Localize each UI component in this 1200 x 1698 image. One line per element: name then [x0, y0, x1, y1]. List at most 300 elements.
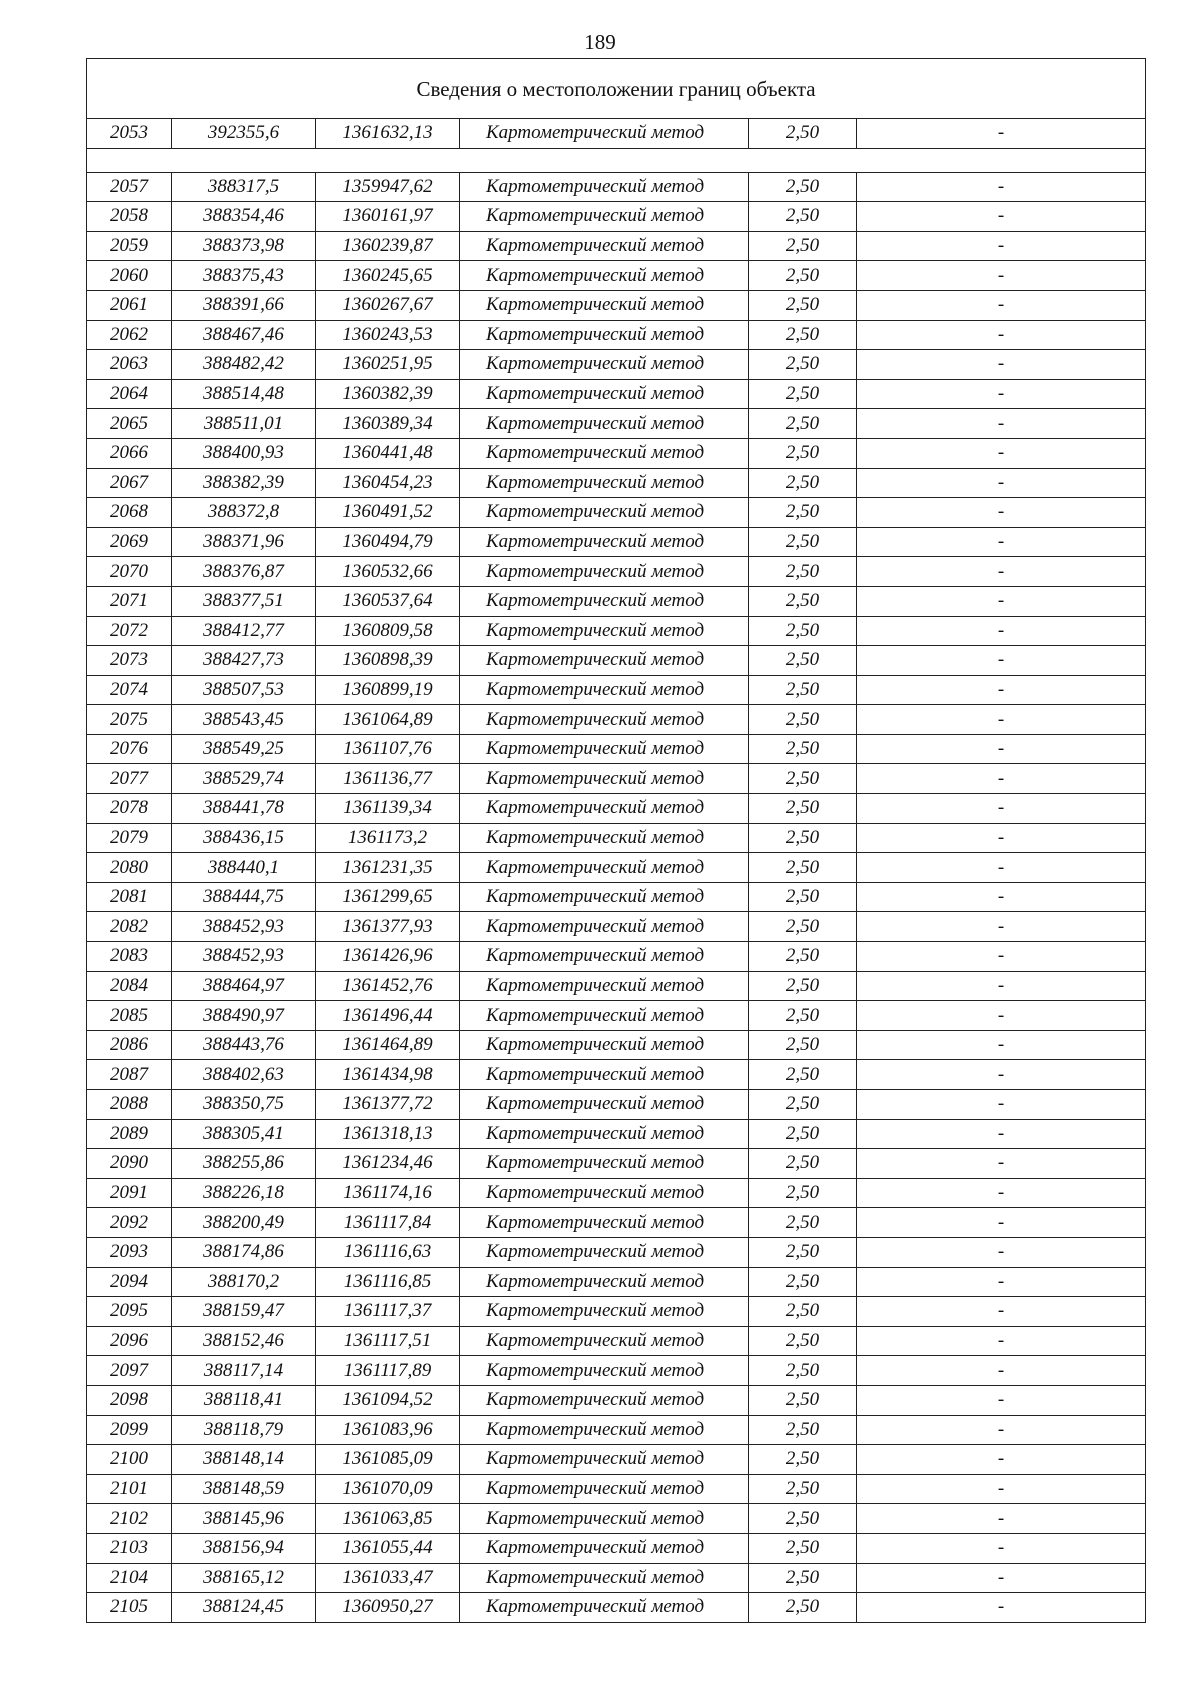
table-row — [87, 231, 1146, 261]
y-coordinate-cell: 1361496,44 — [316, 1001, 460, 1031]
note-cell: - — [857, 379, 1146, 409]
note-cell: - — [857, 942, 1146, 972]
table-row — [87, 734, 1146, 764]
table-row — [87, 705, 1146, 735]
point-number-cell: 2068 — [87, 498, 172, 528]
method-cell: Картометрический метод — [460, 202, 749, 232]
table-row — [87, 1208, 1146, 1238]
accuracy-cell: 2,50 — [749, 586, 857, 616]
x-coordinate-cell: 388440,1 — [172, 853, 316, 883]
y-coordinate-cell: 1360245,65 — [316, 261, 460, 291]
y-coordinate-cell: 1361139,34 — [316, 794, 460, 824]
accuracy-cell: 2,50 — [749, 320, 857, 350]
accuracy-cell: 2,50 — [749, 379, 857, 409]
table-row — [87, 1090, 1146, 1120]
accuracy-cell: 2,50 — [749, 1060, 857, 1090]
table-row — [87, 616, 1146, 646]
accuracy-cell: 2,50 — [749, 1149, 857, 1179]
y-coordinate-cell: 1361064,89 — [316, 705, 460, 735]
note-cell: - — [857, 734, 1146, 764]
table-row — [87, 1356, 1146, 1386]
note-cell: - — [857, 1445, 1146, 1475]
method-cell: Картометрический метод — [460, 409, 749, 439]
point-number-cell: 2077 — [87, 764, 172, 794]
point-number-cell: 2059 — [87, 231, 172, 261]
x-coordinate-cell: 388371,96 — [172, 527, 316, 557]
accuracy-cell: 2,50 — [749, 290, 857, 320]
x-coordinate-cell: 388159,47 — [172, 1297, 316, 1327]
x-coordinate-cell: 388372,8 — [172, 498, 316, 528]
accuracy-cell: 2,50 — [749, 1385, 857, 1415]
point-number-cell: 2095 — [87, 1297, 172, 1327]
method-cell: Картометрический метод — [460, 764, 749, 794]
method-cell: Картометрический метод — [460, 438, 749, 468]
method-cell: Картометрический метод — [460, 1356, 749, 1386]
accuracy-cell: 2,50 — [749, 705, 857, 735]
x-coordinate-cell: 388118,79 — [172, 1415, 316, 1445]
point-number-cell: 2100 — [87, 1445, 172, 1475]
point-number-cell: 2089 — [87, 1119, 172, 1149]
table-row — [87, 794, 1146, 824]
point-number-cell: 2081 — [87, 882, 172, 912]
accuracy-cell: 2,50 — [749, 794, 857, 824]
note-cell: - — [857, 1533, 1146, 1563]
method-cell: Картометрический метод — [460, 1326, 749, 1356]
note-cell: - — [857, 1415, 1146, 1445]
x-coordinate-cell: 388373,98 — [172, 231, 316, 261]
method-cell: Картометрический метод — [460, 379, 749, 409]
y-coordinate-cell: 1361070,09 — [316, 1474, 460, 1504]
y-coordinate-cell: 1361107,76 — [316, 734, 460, 764]
x-coordinate-cell: 388145,96 — [172, 1504, 316, 1534]
point-number-cell: 2070 — [87, 557, 172, 587]
point-number-cell: 2083 — [87, 942, 172, 972]
accuracy-cell: 2,50 — [749, 1267, 857, 1297]
y-coordinate-cell: 1360809,58 — [316, 616, 460, 646]
x-coordinate-cell: 388148,59 — [172, 1474, 316, 1504]
y-coordinate-cell: 1360454,23 — [316, 468, 460, 498]
note-cell: - — [857, 498, 1146, 528]
y-coordinate-cell: 1361299,65 — [316, 882, 460, 912]
accuracy-cell: 2,50 — [749, 202, 857, 232]
table-row — [87, 586, 1146, 616]
x-coordinate-cell: 388305,41 — [172, 1119, 316, 1149]
table-row — [87, 1237, 1146, 1267]
method-cell: Картометрический метод — [460, 468, 749, 498]
accuracy-cell: 2,50 — [749, 1563, 857, 1593]
accuracy-cell: 2,50 — [749, 527, 857, 557]
point-number-cell: 2087 — [87, 1060, 172, 1090]
method-cell: Картометрический метод — [460, 853, 749, 883]
point-number-cell: 2060 — [87, 261, 172, 291]
y-coordinate-cell: 1360532,66 — [316, 557, 460, 587]
note-cell: - — [857, 705, 1146, 735]
point-number-cell: 2071 — [87, 586, 172, 616]
y-coordinate-cell: 1361426,96 — [316, 942, 460, 972]
note-cell: - — [857, 202, 1146, 232]
point-number-cell: 2057 — [87, 172, 172, 202]
y-coordinate-cell: 1361377,93 — [316, 912, 460, 942]
table-row — [87, 882, 1146, 912]
note-cell: - — [857, 119, 1146, 149]
table-row — [87, 119, 1146, 149]
method-cell: Картометрический метод — [460, 1385, 749, 1415]
point-number-cell: 2065 — [87, 409, 172, 439]
table-row — [87, 1563, 1146, 1593]
table-row — [87, 971, 1146, 1001]
note-cell: - — [857, 1208, 1146, 1238]
table-row — [87, 1297, 1146, 1327]
y-coordinate-cell: 1360251,95 — [316, 350, 460, 380]
accuracy-cell: 2,50 — [749, 764, 857, 794]
method-cell: Картометрический метод — [460, 705, 749, 735]
accuracy-cell: 2,50 — [749, 557, 857, 587]
y-coordinate-cell: 1361173,2 — [316, 823, 460, 853]
note-cell: - — [857, 1563, 1146, 1593]
x-coordinate-cell: 388549,25 — [172, 734, 316, 764]
table-row — [87, 1001, 1146, 1031]
point-number-cell: 2064 — [87, 379, 172, 409]
accuracy-cell: 2,50 — [749, 734, 857, 764]
table-title: Сведения о местоположении границ объекта — [87, 59, 1146, 119]
table-row — [87, 438, 1146, 468]
table-row — [87, 1445, 1146, 1475]
note-cell: - — [857, 1356, 1146, 1386]
x-coordinate-cell: 388170,2 — [172, 1267, 316, 1297]
point-number-cell: 2097 — [87, 1356, 172, 1386]
table-row — [87, 261, 1146, 291]
table-row — [87, 942, 1146, 972]
note-cell: - — [857, 557, 1146, 587]
y-coordinate-cell: 1359947,62 — [316, 172, 460, 202]
accuracy-cell: 2,50 — [749, 1090, 857, 1120]
point-number-cell: 2086 — [87, 1030, 172, 1060]
accuracy-cell: 2,50 — [749, 350, 857, 380]
table-row — [87, 1119, 1146, 1149]
y-coordinate-cell: 1361085,09 — [316, 1445, 460, 1475]
note-cell: - — [857, 527, 1146, 557]
table-row — [87, 527, 1146, 557]
point-number-cell: 2079 — [87, 823, 172, 853]
x-coordinate-cell: 388464,97 — [172, 971, 316, 1001]
point-number-cell: 2066 — [87, 438, 172, 468]
method-cell: Картометрический метод — [460, 1208, 749, 1238]
note-cell: - — [857, 675, 1146, 705]
method-cell: Картометрический метод — [460, 823, 749, 853]
y-coordinate-cell: 1360243,53 — [316, 320, 460, 350]
table-row — [87, 912, 1146, 942]
table-row — [87, 1504, 1146, 1534]
x-coordinate-cell: 388529,74 — [172, 764, 316, 794]
accuracy-cell: 2,50 — [749, 468, 857, 498]
table-row — [87, 675, 1146, 705]
accuracy-cell: 2,50 — [749, 942, 857, 972]
table-row — [87, 1474, 1146, 1504]
y-coordinate-cell: 1360898,39 — [316, 646, 460, 676]
point-number-cell: 2098 — [87, 1385, 172, 1415]
accuracy-cell: 2,50 — [749, 1504, 857, 1534]
note-cell: - — [857, 468, 1146, 498]
point-number-cell: 2102 — [87, 1504, 172, 1534]
table-row — [87, 1326, 1146, 1356]
x-coordinate-cell: 388165,12 — [172, 1563, 316, 1593]
accuracy-cell: 2,50 — [749, 882, 857, 912]
point-number-cell: 2073 — [87, 646, 172, 676]
x-coordinate-cell: 388482,42 — [172, 350, 316, 380]
y-coordinate-cell: 1361033,47 — [316, 1563, 460, 1593]
note-cell: - — [857, 764, 1146, 794]
table-row — [87, 290, 1146, 320]
method-cell: Картометрический метод — [460, 498, 749, 528]
x-coordinate-cell: 388174,86 — [172, 1237, 316, 1267]
point-number-cell: 2093 — [87, 1237, 172, 1267]
method-cell: Картометрический метод — [460, 794, 749, 824]
note-cell: - — [857, 350, 1146, 380]
method-cell: Картометрический метод — [460, 261, 749, 291]
y-coordinate-cell: 1361083,96 — [316, 1415, 460, 1445]
y-coordinate-cell: 1360491,52 — [316, 498, 460, 528]
point-number-cell: 2088 — [87, 1090, 172, 1120]
method-cell: Картометрический метод — [460, 882, 749, 912]
table-row — [87, 646, 1146, 676]
note-cell: - — [857, 1090, 1146, 1120]
note-cell: - — [857, 823, 1146, 853]
point-number-cell: 2104 — [87, 1563, 172, 1593]
y-coordinate-cell: 1361377,72 — [316, 1090, 460, 1120]
x-coordinate-cell: 388255,86 — [172, 1149, 316, 1179]
y-coordinate-cell: 1360950,27 — [316, 1593, 460, 1623]
accuracy-cell: 2,50 — [749, 912, 857, 942]
point-number-cell: 2075 — [87, 705, 172, 735]
note-cell: - — [857, 1178, 1146, 1208]
method-cell: Картометрический метод — [460, 1001, 749, 1031]
method-cell: Картометрический метод — [460, 557, 749, 587]
table-row — [87, 823, 1146, 853]
x-coordinate-cell: 388156,94 — [172, 1533, 316, 1563]
note-cell: - — [857, 1267, 1146, 1297]
x-coordinate-cell: 388391,66 — [172, 290, 316, 320]
point-number-cell: 2062 — [87, 320, 172, 350]
accuracy-cell: 2,50 — [749, 1178, 857, 1208]
accuracy-cell: 2,50 — [749, 1297, 857, 1327]
x-coordinate-cell: 388400,93 — [172, 438, 316, 468]
note-cell: - — [857, 586, 1146, 616]
accuracy-cell: 2,50 — [749, 1001, 857, 1031]
note-cell: - — [857, 1474, 1146, 1504]
method-cell: Картометрический метод — [460, 172, 749, 202]
accuracy-cell: 2,50 — [749, 646, 857, 676]
note-cell: - — [857, 172, 1146, 202]
x-coordinate-cell: 388226,18 — [172, 1178, 316, 1208]
method-cell: Картометрический метод — [460, 912, 749, 942]
x-coordinate-cell: 388514,48 — [172, 379, 316, 409]
table-header-row — [87, 59, 1146, 119]
method-cell: Картометрический метод — [460, 1445, 749, 1475]
y-coordinate-cell: 1361434,98 — [316, 1060, 460, 1090]
blank-cell — [87, 148, 1146, 172]
table-row — [87, 764, 1146, 794]
point-number-cell: 2069 — [87, 527, 172, 557]
point-number-cell: 2105 — [87, 1593, 172, 1623]
method-cell: Картометрический метод — [460, 646, 749, 676]
point-number-cell: 2063 — [87, 350, 172, 380]
x-coordinate-cell: 388427,73 — [172, 646, 316, 676]
x-coordinate-cell: 388117,14 — [172, 1356, 316, 1386]
y-coordinate-cell: 1361174,16 — [316, 1178, 460, 1208]
x-coordinate-cell: 388490,97 — [172, 1001, 316, 1031]
point-number-cell: 2094 — [87, 1267, 172, 1297]
table-row — [87, 379, 1146, 409]
method-cell: Картометрический метод — [460, 320, 749, 350]
y-coordinate-cell: 1361055,44 — [316, 1533, 460, 1563]
page-number: 189 — [584, 30, 616, 54]
y-coordinate-cell: 1361116,85 — [316, 1267, 460, 1297]
x-coordinate-cell: 388200,49 — [172, 1208, 316, 1238]
y-coordinate-cell: 1361094,52 — [316, 1385, 460, 1415]
note-cell: - — [857, 1149, 1146, 1179]
note-cell: - — [857, 1297, 1146, 1327]
point-number-cell: 2096 — [87, 1326, 172, 1356]
table-row — [87, 1593, 1146, 1623]
method-cell: Картометрический метод — [460, 527, 749, 557]
note-cell: - — [857, 794, 1146, 824]
table-row — [87, 1415, 1146, 1445]
x-coordinate-cell: 388354,46 — [172, 202, 316, 232]
point-number-cell: 2067 — [87, 468, 172, 498]
accuracy-cell: 2,50 — [749, 675, 857, 705]
accuracy-cell: 2,50 — [749, 438, 857, 468]
note-cell: - — [857, 853, 1146, 883]
note-cell: - — [857, 438, 1146, 468]
point-number-cell: 2076 — [87, 734, 172, 764]
method-cell: Картометрический метод — [460, 1533, 749, 1563]
method-cell: Картометрический метод — [460, 231, 749, 261]
point-number-cell: 2084 — [87, 971, 172, 1001]
accuracy-cell: 2,50 — [749, 823, 857, 853]
method-cell: Картометрический метод — [460, 1563, 749, 1593]
y-coordinate-cell: 1361632,13 — [316, 119, 460, 149]
point-number-cell: 2085 — [87, 1001, 172, 1031]
x-coordinate-cell: 388543,45 — [172, 705, 316, 735]
point-number-cell: 2061 — [87, 290, 172, 320]
x-coordinate-cell: 388350,75 — [172, 1090, 316, 1120]
table-row — [87, 468, 1146, 498]
accuracy-cell: 2,50 — [749, 409, 857, 439]
y-coordinate-cell: 1360239,87 — [316, 231, 460, 261]
y-coordinate-cell: 1361117,89 — [316, 1356, 460, 1386]
y-coordinate-cell: 1361116,63 — [316, 1237, 460, 1267]
table-row — [87, 409, 1146, 439]
y-coordinate-cell: 1361117,51 — [316, 1326, 460, 1356]
accuracy-cell: 2,50 — [749, 853, 857, 883]
method-cell: Картометрический метод — [460, 350, 749, 380]
x-coordinate-cell: 388382,39 — [172, 468, 316, 498]
table-row — [87, 172, 1146, 202]
note-cell: - — [857, 912, 1146, 942]
method-cell: Картометрический метод — [460, 1119, 749, 1149]
note-cell: - — [857, 1237, 1146, 1267]
y-coordinate-cell: 1360161,97 — [316, 202, 460, 232]
note-cell: - — [857, 1593, 1146, 1623]
x-coordinate-cell: 388317,5 — [172, 172, 316, 202]
x-coordinate-cell: 392355,6 — [172, 119, 316, 149]
table-row — [87, 1178, 1146, 1208]
y-coordinate-cell: 1361234,46 — [316, 1149, 460, 1179]
method-cell: Картометрический метод — [460, 1237, 749, 1267]
table-row — [87, 1149, 1146, 1179]
y-coordinate-cell: 1360494,79 — [316, 527, 460, 557]
method-cell: Картометрический метод — [460, 1090, 749, 1120]
x-coordinate-cell: 388118,41 — [172, 1385, 316, 1415]
y-coordinate-cell: 1361452,76 — [316, 971, 460, 1001]
method-cell: Картометрический метод — [460, 675, 749, 705]
accuracy-cell: 2,50 — [749, 172, 857, 202]
accuracy-cell: 2,50 — [749, 1237, 857, 1267]
note-cell: - — [857, 1385, 1146, 1415]
point-number-cell: 2058 — [87, 202, 172, 232]
accuracy-cell: 2,50 — [749, 1415, 857, 1445]
y-coordinate-cell: 1360382,39 — [316, 379, 460, 409]
method-cell: Картометрический метод — [460, 1504, 749, 1534]
note-cell: - — [857, 320, 1146, 350]
note-cell: - — [857, 646, 1146, 676]
y-coordinate-cell: 1361063,85 — [316, 1504, 460, 1534]
y-coordinate-cell: 1361117,37 — [316, 1297, 460, 1327]
x-coordinate-cell: 388375,43 — [172, 261, 316, 291]
note-cell: - — [857, 261, 1146, 291]
y-coordinate-cell: 1361231,35 — [316, 853, 460, 883]
x-coordinate-cell: 388452,93 — [172, 942, 316, 972]
point-number-cell: 2090 — [87, 1149, 172, 1179]
method-cell: Картометрический метод — [460, 1060, 749, 1090]
accuracy-cell: 2,50 — [749, 231, 857, 261]
note-cell: - — [857, 882, 1146, 912]
method-cell: Картометрический метод — [460, 1030, 749, 1060]
x-coordinate-cell: 388467,46 — [172, 320, 316, 350]
method-cell: Картометрический метод — [460, 1415, 749, 1445]
method-cell: Картометрический метод — [460, 1178, 749, 1208]
table-row — [87, 350, 1146, 380]
y-coordinate-cell: 1360267,67 — [316, 290, 460, 320]
method-cell: Картометрический метод — [460, 119, 749, 149]
y-coordinate-cell: 1360899,19 — [316, 675, 460, 705]
note-cell: - — [857, 971, 1146, 1001]
note-cell: - — [857, 616, 1146, 646]
x-coordinate-cell: 388452,93 — [172, 912, 316, 942]
table-row — [87, 557, 1146, 587]
accuracy-cell: 2,50 — [749, 1208, 857, 1238]
x-coordinate-cell: 388376,87 — [172, 557, 316, 587]
x-coordinate-cell: 388152,46 — [172, 1326, 316, 1356]
method-cell: Картометрический метод — [460, 942, 749, 972]
x-coordinate-cell: 388443,76 — [172, 1030, 316, 1060]
table-row — [87, 853, 1146, 883]
y-coordinate-cell: 1361318,13 — [316, 1119, 460, 1149]
x-coordinate-cell: 388412,77 — [172, 616, 316, 646]
point-number-cell: 2082 — [87, 912, 172, 942]
table-row — [87, 498, 1146, 528]
table-row — [87, 1267, 1146, 1297]
boundary-coordinates-table — [86, 58, 1146, 1623]
x-coordinate-cell: 388148,14 — [172, 1445, 316, 1475]
point-number-cell: 2074 — [87, 675, 172, 705]
note-cell: - — [857, 1326, 1146, 1356]
table-row — [87, 1533, 1146, 1563]
point-number-cell: 2053 — [87, 119, 172, 149]
method-cell: Картометрический метод — [460, 616, 749, 646]
x-coordinate-cell: 388507,53 — [172, 675, 316, 705]
y-coordinate-cell: 1361136,77 — [316, 764, 460, 794]
